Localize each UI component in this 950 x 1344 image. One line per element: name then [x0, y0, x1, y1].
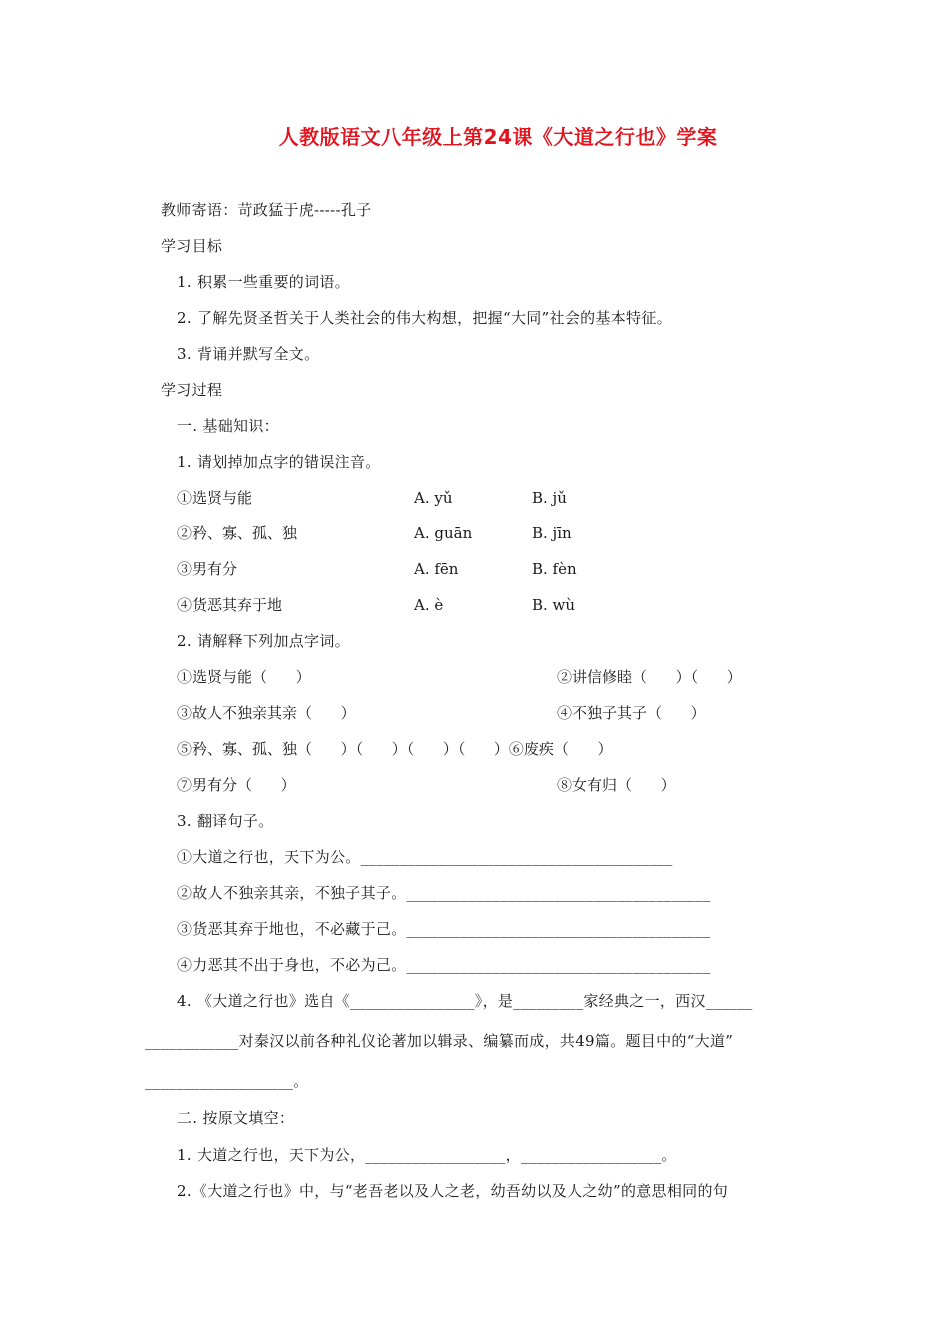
goal-item: 2. 了解先贤圣哲关于人类社会的伟大构想，把握“大同”社会的基本特征。: [177, 309, 672, 327]
explain-item-left: ⑤矜、寡、孤、独（ ）（ ）（ ）（ ）⑥废疾（ ）: [177, 740, 613, 758]
fill-item: 1. 大道之行也，天下为公，__________________，__________________。: [177, 1146, 677, 1164]
pinyin-item: ④货恶其弃于地: [177, 596, 283, 614]
explain-item-left: ①选贤与能（ ）: [177, 668, 311, 686]
goals-heading: 学习目标: [161, 237, 223, 255]
q2-prompt: 2. 请解释下列加点字词。: [177, 632, 350, 650]
pinyin-item: ③男有分: [177, 560, 238, 578]
pinyin-item: ①选贤与能: [177, 489, 253, 507]
translate-item: ②故人不独亲其亲，不独子其子。_______________________________________: [177, 884, 711, 902]
pinyin-option-b: B. wù: [532, 596, 576, 614]
pinyin-option-a: A. guān: [414, 524, 473, 542]
explain-item-right: ②讲信修睦（ ）（ ）: [557, 668, 742, 686]
pinyin-option-b: B. jǔ: [532, 489, 567, 507]
translate-item: ③货恶其弃于地也，不必藏于己。_______________________________________: [177, 920, 711, 938]
pinyin-option-b: B. fèn: [532, 560, 577, 578]
goal-item: 3. 背诵并默写全文。: [177, 345, 320, 363]
q1-prompt: 1. 请划掉加点字的错误注音。: [177, 453, 381, 471]
translate-item: ①大道之行也，天下为公。________________________________________: [177, 848, 673, 866]
q3-prompt: 3. 翻译句子。: [177, 812, 274, 830]
process-heading: 学习过程: [161, 381, 223, 399]
teacher-words: 教师寄语：苛政猛于虎-----孔子: [161, 201, 372, 219]
q4-line: ___________________。: [145, 1072, 309, 1090]
fill-item: 2.《大道之行也》中，与“老吾老以及人之老，幼吾幼以及人之幼”的意思相同的句: [177, 1182, 729, 1200]
explain-item-right: ④不独子其子（ ）: [557, 704, 706, 722]
explain-item-left: ⑦男有分（ ）: [177, 776, 296, 794]
explain-item-right: ⑧女有归（ ）: [557, 776, 676, 794]
pinyin-option-b: B. jīn: [532, 524, 572, 542]
goal-item: 1. 积累一些重要的词语。: [177, 273, 350, 291]
pinyin-option-a: A. fēn: [414, 560, 459, 578]
section2-heading: 二. 按原文填空：: [177, 1109, 295, 1127]
page-title: 人教版语文八年级上第24课《大道之行也》学案: [278, 125, 718, 149]
translate-item: ④力恶其不出于身也，不必为己。_______________________________________: [177, 956, 711, 974]
explain-item-left: ③故人不独亲其亲（ ）: [177, 704, 356, 722]
section1-heading: 一. 基础知识：: [177, 417, 279, 435]
pinyin-item: ②矜、寡、孤、独: [177, 524, 298, 542]
pinyin-option-a: A. è: [414, 596, 444, 614]
pinyin-option-a: A. yǔ: [414, 489, 453, 507]
q4-line: 4. 《大道之行也》选自《________________》，是_________家经典之一，西汉______: [177, 992, 753, 1010]
q4-line: ____________对秦汉以前各种礼仪论著加以辑录、编纂而成，共49篇。题目中的“大道”: [145, 1032, 734, 1050]
